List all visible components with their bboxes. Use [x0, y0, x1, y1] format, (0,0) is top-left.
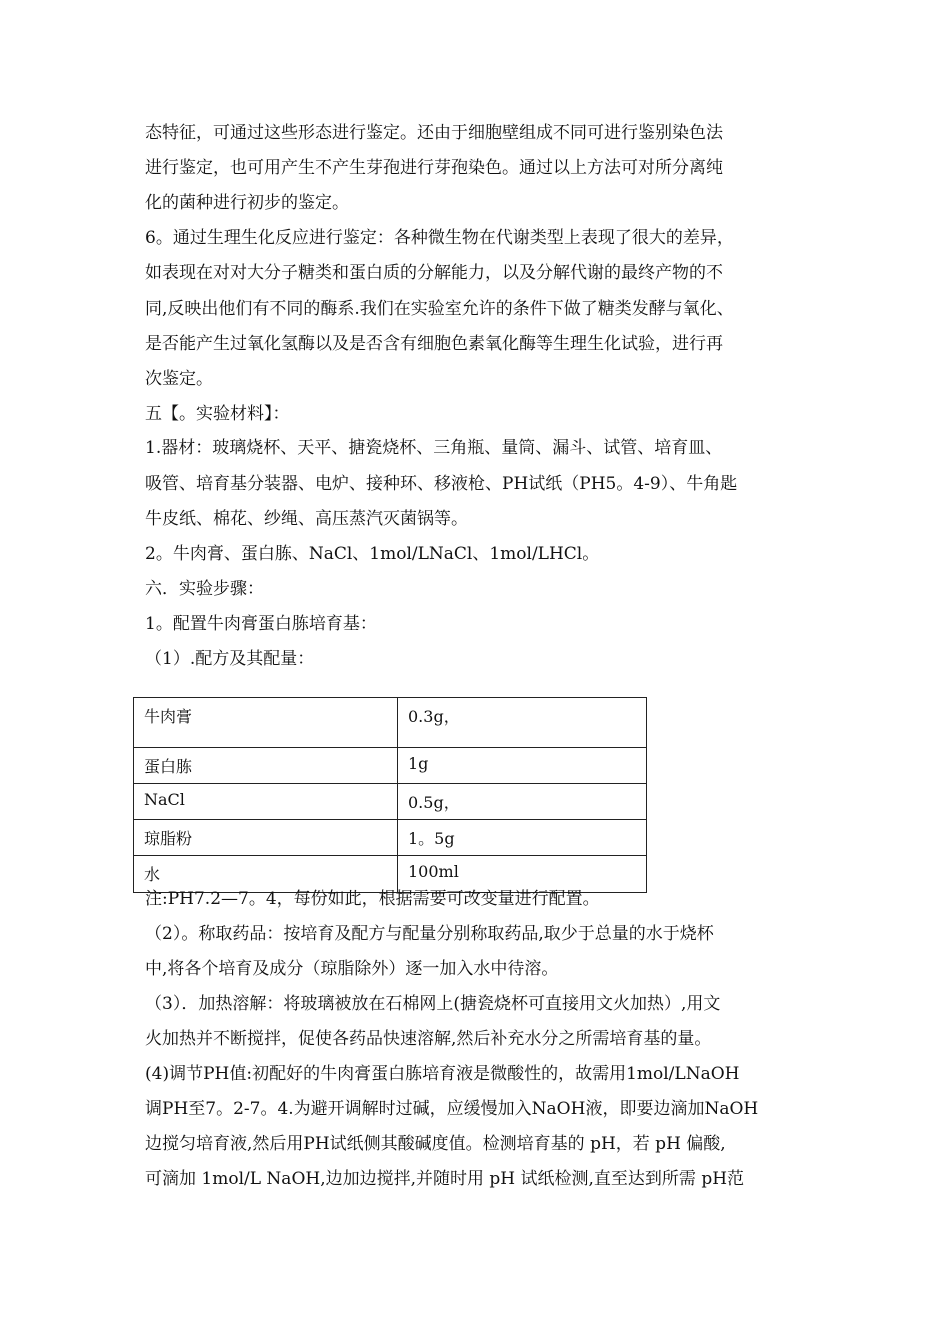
text-line: (4)调节PH值:初配好的牛肉膏蛋白胨培育液是微酸性的，故需用1mol/LNaOH	[145, 1064, 740, 1084]
text-line: 态特征，可通过这些形态进行鉴定。还由于细胞壁组成不同可进行鉴别染色法	[145, 123, 723, 143]
text-line: 六．实验步骤：	[145, 579, 264, 599]
amount-cell: 100ml	[398, 856, 647, 893]
table-row	[134, 748, 647, 784]
text-line: 五【。实验材料】：	[145, 404, 290, 424]
text-line: 进行鉴定，也可用产生不产生芽孢进行芽孢染色。通过以上方法可对所分离纯	[145, 158, 723, 178]
text-line: 注:PH7.2—7。4，每份如此，根据需要可改变量进行配置。	[145, 889, 600, 909]
text-line: 1.器材：玻璃烧杯、天平、搪瓷烧杯、三角瓶、量筒、漏斗、试管、培育皿、	[145, 438, 723, 458]
amount-cell: 1g	[398, 748, 647, 784]
table-row	[134, 698, 647, 748]
ingredient-cell: 琼脂粉	[134, 820, 398, 856]
text-line: 同,反映出他们有不同的酶系.我们在实验室允许的条件下做了糖类发酵与氧化、	[145, 299, 734, 319]
text-line: 2。牛肉膏、蛋白胨、NaCl、1mol/LNaCl、1mol/LHCl。	[145, 544, 600, 564]
text-line: 火加热并不断搅拌，促使各药品快速溶解,然后补充水分之所需培育基的量。	[145, 1029, 712, 1049]
text-line: 1。配置牛肉膏蛋白胨培育基：	[145, 614, 377, 634]
ingredient-cell: 蛋白胨	[134, 748, 398, 784]
text-line: 如表现在对对大分子糖类和蛋白质的分解能力，以及分解代谢的最终产物的不	[145, 263, 723, 283]
table-row	[134, 856, 647, 893]
ingredient-cell: NaCl	[134, 784, 398, 820]
text-line: 中,将各个培育及成分（琼脂除外）逐一加入水中待溶。	[145, 959, 559, 979]
text-line: 可滴加 1mol/L NaOH,边加边搅拌,并随时用 pH 试纸检测,直至达到所需 pH范	[145, 1169, 745, 1189]
amount-cell: 1。5g	[398, 820, 647, 856]
amount-cell: 0.3g，	[398, 698, 647, 748]
recipe-table	[133, 697, 647, 893]
text-line: 牛皮纸、棉花、纱绳、高压蒸汽灭菌锅等。	[145, 509, 468, 529]
text-line: 边搅匀培育液,然后用PH试纸侧其酸碱度值。检测培育基的 pH，若 pH 偏酸,	[145, 1134, 726, 1154]
text-line: （2）。称取药品：按培育及配方与配量分别称取药品,取少于总量的水于烧杯	[145, 924, 714, 944]
text-line: 调PH至7。2-7。4.为避开调解时过碱，应缓慢加入NaOH液，即要边滴加NaOH	[145, 1099, 759, 1119]
text-line: （1）.配方及其配量：	[145, 649, 315, 669]
text-line: 化的菌种进行初步的鉴定。	[145, 193, 349, 213]
text-line: 6。通过生理生化反应进行鉴定：各种微生物在代谢类型上表现了很大的差异，	[145, 228, 734, 248]
text-line: 吸管、培育基分装器、电炉、接种环、移液枪、PH试纸（PH5。4-9）、牛角匙	[145, 474, 738, 494]
text-line: 是否能产生过氧化氢酶以及是否含有细胞色素氧化酶等生理生化试验，进行再	[145, 334, 723, 354]
ingredient-cell: 水	[134, 856, 398, 893]
table-row	[134, 784, 647, 820]
text-line: 次鉴定。	[145, 369, 213, 389]
table-row	[134, 820, 647, 856]
amount-cell: 0.5g，	[398, 784, 647, 820]
ingredient-cell: 牛肉膏	[134, 698, 398, 748]
text-line: （3）．加热溶解：将玻璃被放在石棉网上(搪瓷烧杯可直接用文火加热）,用文	[145, 994, 721, 1014]
